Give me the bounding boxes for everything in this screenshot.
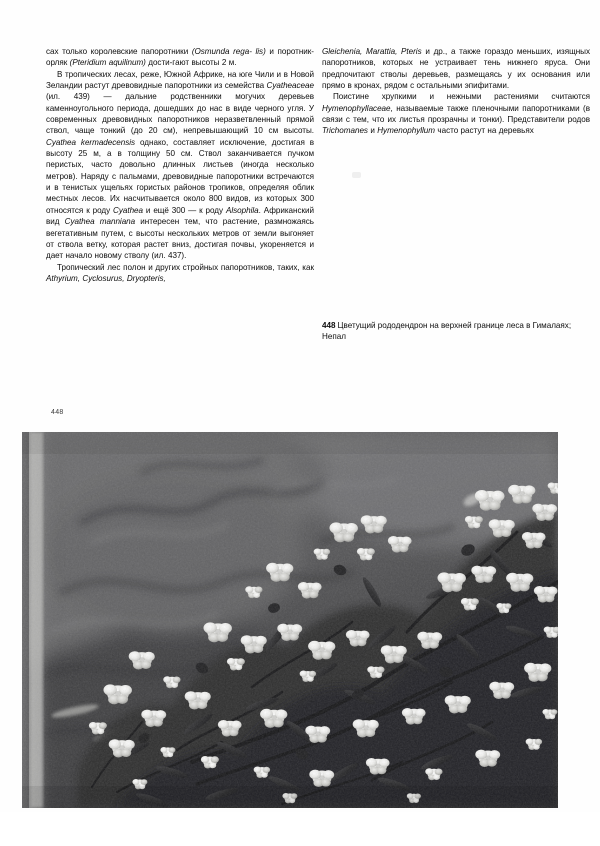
scientific-name: Cyatheaceae: [266, 81, 314, 91]
scientific-name: (Pteridium aquilinum): [69, 58, 146, 68]
figure-caption-text: Цветущий рододендрон на верхней границе леса в Гималаях; Непал: [322, 321, 572, 342]
scientific-name: Cyathea kermadecensis: [46, 137, 136, 147]
scientific-name: Trichomanes: [322, 126, 368, 136]
scientific-name: Cyathea: [113, 205, 144, 215]
body-text: интересен тем, что растение, размножаясь вегетативным путем, с высоты нескольких метров от земли выгоняет от ствола ветку, которая растет вниз, достигая почвы, укореняется и дает начало новому стволу (ил. 437).: [46, 217, 315, 261]
photograph-rhododendron: [22, 432, 558, 808]
right-text-column: [322, 46, 590, 137]
page-bottom-margin: [0, 812, 600, 846]
body-text: и: [367, 126, 378, 136]
scientific-name: Hymenophyllum: [377, 126, 436, 136]
body-text: часто растут на деревьях: [435, 126, 534, 136]
scientific-name: (Osmunda rega-: [191, 47, 252, 56]
paragraph: [322, 91, 590, 136]
scientific-name: Gleichenia, Marattia, Pteris: [322, 47, 422, 56]
paragraph: [46, 69, 314, 262]
paragraph: [46, 46, 314, 69]
scan-artifact: [352, 172, 361, 178]
body-text: Поистине хрупкими и нежными растениями считаются: [333, 92, 590, 102]
body-text: и др., а также гораздо меньших, изящных папоротников, которых не устраивает тень нижнего яруса. Они предпочитают стволы деревьев, размещаясь у их основания или прямо в кронах, рядом с остальными эпифитами.: [322, 47, 590, 91]
paragraph: [322, 46, 590, 91]
body-text: и ещё 300 — к роду: [143, 205, 226, 215]
body-text: . Африканский вид: [46, 205, 315, 227]
body-text: , называемые также пленочными папоротниками (в связи с тем, что их листья прозрачны и тонки). Представители родов: [322, 103, 590, 125]
body-text: однако, составляет исключение, достигая в высоту 25 м, а в толщину 50 см. Ствол заканчивается пучком перистых, часто довольно длинных листьев (иногда несколько метров). Наряду с пальмами, древовидные папоротники встречаются и в тенистых ущельях гористых районов тропиков, определяя облик местных лесов. Их насчитывается около 800 видов, из которых 300 относятся к роду: [46, 137, 314, 215]
scientific-name: Hymenophyllaceae: [322, 103, 391, 113]
photograph-artwork: [22, 432, 558, 808]
scientific-name: lis): [255, 47, 266, 56]
page-number: 448: [51, 409, 64, 416]
body-text: (ил. 439) — дальние родственники могучих деревьев каменноугольного периода, дошедших до нас в виде черного угля. У современных древовидных папоротников неразветвленный прямой ствол, чаще тонкий (до 20 см), непревышающий 10 см высоты.: [46, 92, 314, 136]
scientific-name: Cyathea manniana: [64, 217, 136, 227]
body-text: Тропический лес полон и других стройных папоротников, таких, как: [57, 262, 314, 272]
left-text-column: [46, 46, 314, 284]
body-text: В тропических лесах, реже, Южной Африке, на юге Чили и в Новой Зеландии растут древовидные папоротники из семейства: [46, 69, 314, 91]
body-text: сах только королевские папоротники: [46, 47, 192, 56]
figure-number: 448: [322, 321, 336, 330]
figure-caption: [322, 320, 572, 342]
scientific-name: Athyrium, Cyclosurus, Dryopteris,: [46, 273, 166, 283]
scientific-name: Alsophila: [225, 205, 259, 215]
body-text: и поротник-орляк: [46, 47, 314, 68]
body-text: дости-гают высоты 2 м.: [145, 58, 237, 68]
paragraph: [46, 262, 314, 285]
